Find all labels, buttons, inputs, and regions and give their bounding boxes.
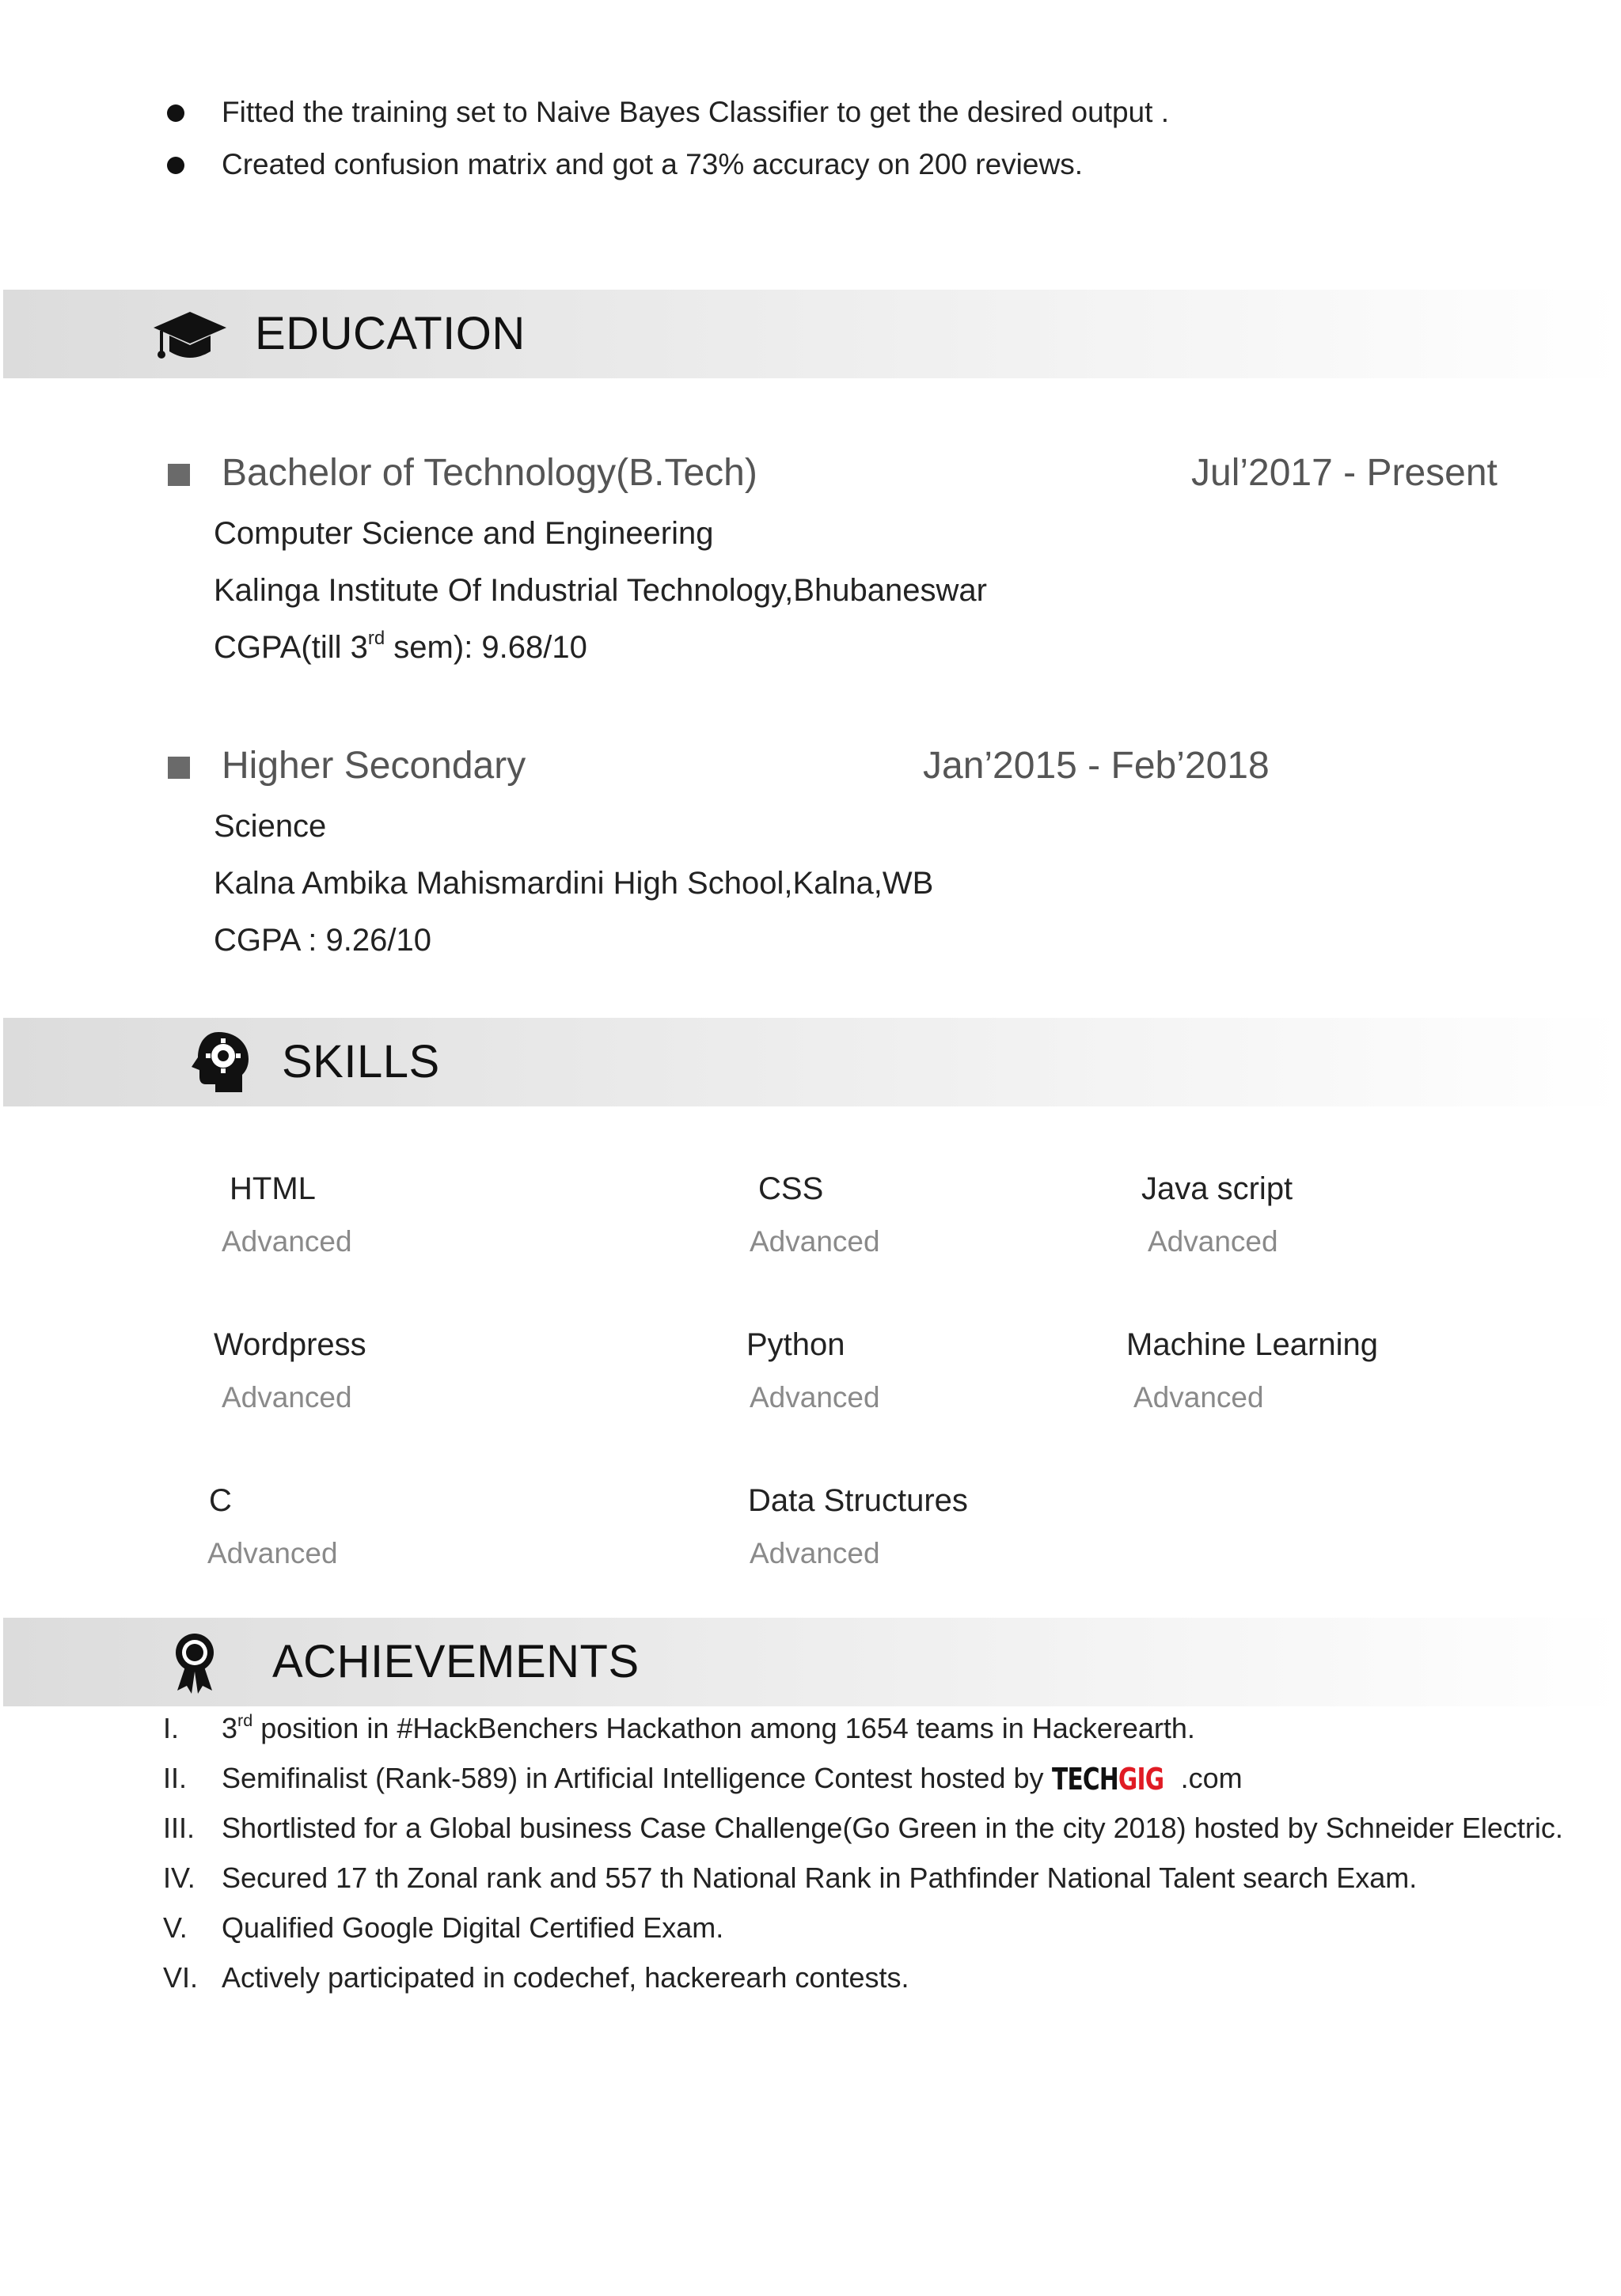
- achievement-text: [222, 1710, 1195, 1748]
- techgig-logo: TECHGIG: [1051, 1762, 1164, 1797]
- achievement-number: VI.: [163, 1961, 199, 1994]
- skill-level: Advanced: [1133, 1381, 1264, 1414]
- achievement-text: [222, 1759, 1243, 1798]
- achievement-number: II.: [163, 1762, 188, 1794]
- skill-level: Advanced: [222, 1381, 352, 1414]
- achievement-text: Actively participated in codechef, hackerearh contests.: [222, 1961, 909, 1994]
- achievement-body: position in #HackBenchers Hackathon among 1654 teams in Hackerearth.: [252, 1712, 1195, 1744]
- achievement-number: V.: [163, 1911, 188, 1944]
- degree-title: Bachelor of Technology(B.Tech): [222, 452, 757, 494]
- skill-level: Advanced: [750, 1537, 880, 1569]
- cgpa-prefix: CGPA(till 3: [214, 630, 368, 665]
- bullet-dot: [167, 104, 184, 122]
- square-bullet: [168, 464, 190, 486]
- education-header: [3, 290, 1621, 378]
- achievement-superscript: rd: [237, 1710, 253, 1730]
- award-medal-icon: [169, 1632, 220, 1694]
- achievement-number: IV.: [163, 1861, 196, 1894]
- bullet-item: [0, 93, 1621, 146]
- institution: Kalna Ambika Mahismardini High School,Kalna,WB: [214, 866, 934, 901]
- cgpa-superscript: rd: [367, 628, 385, 650]
- bullet-item: [0, 146, 1621, 198]
- cgpa-suffix: sem): 9.68/10: [385, 630, 587, 665]
- brain-gear-head-icon: [187, 1029, 256, 1095]
- skill-name-c: C: [209, 1483, 232, 1518]
- achievements-header: [3, 1618, 1621, 1706]
- achievement-body: Semifinalist (Rank-589) in Artificial Intelligence Contest hosted by: [222, 1762, 1052, 1794]
- project-bullets: [0, 93, 1621, 198]
- skill-name-javascript: Java script: [1141, 1171, 1293, 1206]
- degree-title: Higher Secondary: [222, 745, 526, 787]
- section-title: EDUCATION: [255, 308, 526, 359]
- date-range: Jul’2017 - Present: [1191, 452, 1498, 494]
- skill-name-html: HTML: [230, 1171, 316, 1206]
- graduation-cap-icon: [152, 307, 228, 367]
- achievement-suffix: .com: [1180, 1762, 1243, 1794]
- field-of-study: Computer Science and Engineering: [214, 516, 714, 551]
- cgpa: [214, 627, 587, 668]
- skill-name-python: Python: [746, 1327, 845, 1362]
- skill-name-css: CSS: [758, 1171, 824, 1206]
- skill-name-data-structures: Data Structures: [748, 1483, 968, 1518]
- achievement-prefix: 3: [222, 1712, 238, 1744]
- bullet-dot: [167, 157, 184, 174]
- square-bullet: [168, 757, 190, 779]
- skill-name-wordpress: Wordpress: [214, 1327, 366, 1362]
- skill-level: Advanced: [750, 1381, 880, 1414]
- achievement-number: III.: [163, 1812, 196, 1844]
- field-of-study: Science: [214, 809, 327, 844]
- achievement-text: Secured 17 th Zonal rank and 557 th National Rank in Pathfinder National Talent search Exam.: [222, 1861, 1418, 1894]
- skill-level: Advanced: [207, 1537, 338, 1569]
- date-range: Jan’2015 - Feb’2018: [923, 745, 1270, 787]
- skill-level: Advanced: [222, 1225, 352, 1258]
- bullet-text: Fitted the training set to Naive Bayes Classifier to get the desired output .: [222, 96, 1169, 128]
- section-title: SKILLS: [282, 1036, 440, 1087]
- section-title: ACHIEVEMENTS: [272, 1636, 640, 1687]
- achievement-number: I.: [163, 1712, 180, 1744]
- skills-header: [3, 1018, 1621, 1106]
- achievement-text: Qualified Google Digital Certified Exam.: [222, 1911, 724, 1944]
- institution: Kalinga Institute Of Industrial Technology,Bhubaneswar: [214, 573, 987, 608]
- bullet-text: Created confusion matrix and got a 73% accuracy on 200 reviews.: [222, 148, 1083, 180]
- skill-level: Advanced: [750, 1225, 880, 1258]
- cgpa: CGPA : 9.26/10: [214, 923, 431, 958]
- achievement-text: Shortlisted for a Global business Case Challenge(Go Green in the city 2018) hosted by Schneider Electric.: [222, 1812, 1563, 1844]
- skill-name-machine-learning: Machine Learning: [1126, 1327, 1378, 1362]
- skill-level: Advanced: [1148, 1225, 1278, 1258]
